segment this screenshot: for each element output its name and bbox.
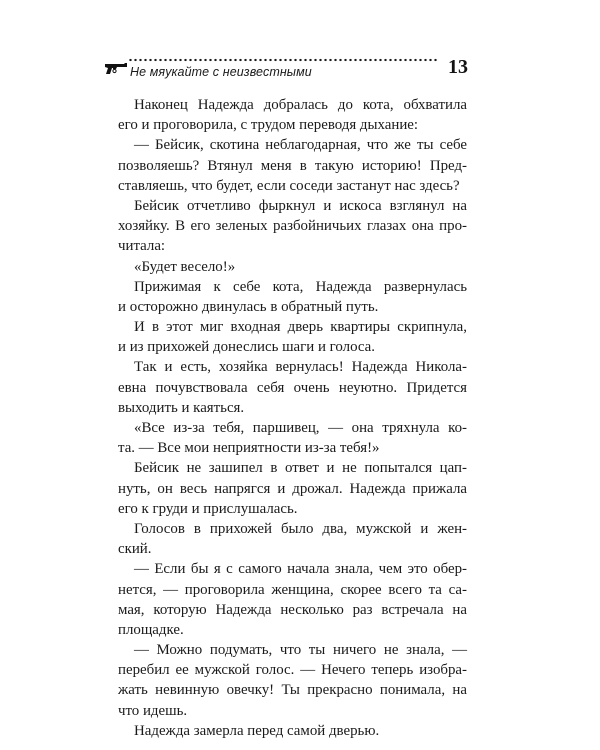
running-header xyxy=(104,58,468,84)
text-line: ский. xyxy=(118,541,152,558)
header-dotted-rule xyxy=(128,58,438,62)
paragraph xyxy=(118,277,467,317)
text-line: что идешь. xyxy=(118,702,188,719)
text-line: «Будет весело!» xyxy=(134,258,236,275)
text-line: «Все из-за тебя, паршивец, — она тряхнула ко- xyxy=(134,420,467,436)
paragraph xyxy=(118,458,467,519)
text-line: позволяешь? Втянул меня в такую историю! Пред- xyxy=(118,157,467,174)
text-line: — Если бы я с самого начала знала, чем это обер- xyxy=(134,561,467,578)
text-line: Бейсик не зашипел в ответ и не попытался цап- xyxy=(134,460,467,477)
paragraph xyxy=(118,95,467,135)
paragraph xyxy=(118,559,467,640)
text-line: его к груди и прислушалась. xyxy=(118,500,298,517)
text-line: — Можно подумать, что ты ничего не знала, — xyxy=(134,642,467,659)
text-line: его и проговорила, с трудом переводя дыхание: xyxy=(118,117,419,134)
paragraph xyxy=(118,418,467,458)
text-line: Наконец Надежда добралась до кота, обхватила xyxy=(134,97,467,113)
paragraph xyxy=(118,357,467,418)
text-line: Так и есть, хозяйка вернулась! Надежда Никола- xyxy=(134,359,467,376)
running-title: Не мяукайте с неизвестными xyxy=(130,65,312,79)
text-line: евна почувствовала себя очень неуютно. Придется xyxy=(118,379,467,396)
text-line: выходить и каяться. xyxy=(118,399,245,416)
paragraph xyxy=(118,721,467,741)
text-line: та. — Все мои неприятности из-за тебя!» xyxy=(118,440,380,457)
text-line: — Бейсик, скотина неблагодарная, что же ты себе xyxy=(134,137,467,154)
text-line: и осторожно двинулась в обратный путь. xyxy=(118,298,379,315)
text-line: хозяйку. В его зеленых разбойничьих глазах она про- xyxy=(118,218,467,235)
text-line: мая, которую Надежда несколько раз встречала на xyxy=(118,601,467,618)
paragraph xyxy=(118,640,467,721)
paragraph xyxy=(118,135,467,196)
revolver-icon xyxy=(104,60,128,80)
text-line: Прижимая к себе кота, Надежда развернулась xyxy=(134,278,467,295)
text-line: жать невинную овечку! Ты прекрасно понимала, на xyxy=(118,682,467,699)
text-line: И в этот миг входная дверь квартиры скрипнула, xyxy=(134,319,467,336)
paragraph xyxy=(118,519,467,559)
text-line: Бейсик отчетливо фыркнул и искоса взглянул на xyxy=(134,197,467,214)
text-line: читала: xyxy=(118,238,166,255)
text-line: нуть, он весь напрягся и дрожал. Надежда прижала xyxy=(118,480,467,497)
text-line: и из прихожей донеслись шаги и голоса. xyxy=(118,339,376,356)
page-number: 13 xyxy=(448,56,468,78)
text-line: перебил ее мужской голос. — Нечего теперь изобра- xyxy=(118,662,467,679)
text-line: ставляешь, что будет, если соседи застанут нас здесь? xyxy=(118,177,460,194)
text-line: нется, — проговорила женщина, скорее всего та са- xyxy=(118,581,467,598)
paragraph xyxy=(118,257,467,277)
paragraph xyxy=(118,196,467,257)
text-line: площадке. xyxy=(118,621,184,638)
text-line: Надежда замерла перед самой дверью. xyxy=(134,722,380,739)
paragraph xyxy=(118,317,467,357)
body-text xyxy=(118,95,467,741)
text-line: Голосов в прихожей было два, мужской и жен- xyxy=(134,520,467,537)
